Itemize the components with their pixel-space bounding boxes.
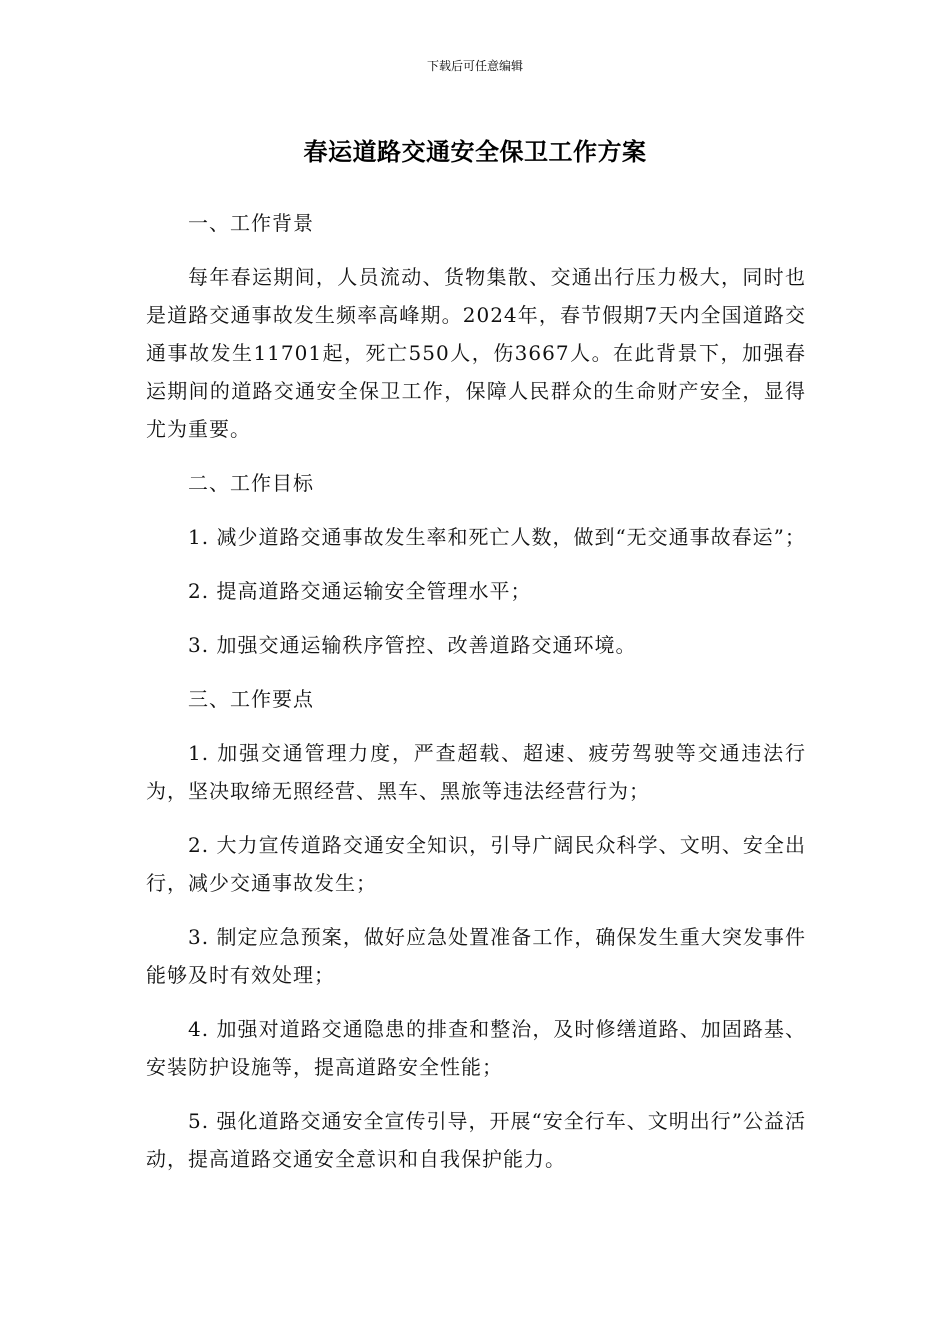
key-point-item: 1. 加强交通管理力度，严查超载、超速、疲劳驾驶等交通违法行为，坚决取缔无照经营、黑车、黑旅等违法经营行为； — [146, 741, 806, 803]
key-point-item: 5. 强化道路交通安全宣传引导，开展“安全行车、文明出行”公益活动，提高道路交通安全意识和自我保护能力。 — [146, 1109, 806, 1171]
section-heading-goals: 二、工作目标 — [188, 471, 314, 495]
paragraph-background: 每年春运期间，人员流动、货物集散、交通出行压力极大，同时也是道路交通事故发生频率高峰期。2024年，春节假期7天内全国道路交通事故发生11701起，死亡550人，伤3667人。在此背景下，加强春运期间的道路交通安全保卫工作，保障人民群众的生命财产安全，显得尤为重要。 — [146, 265, 806, 441]
section-heading-key-points: 三、工作要点 — [188, 687, 314, 711]
key-point-item: 3. 制定应急预案，做好应急处置准备工作，确保发生重大突发事件能够及时有效处理； — [146, 925, 806, 987]
document-body — [146, 204, 806, 1194]
goal-item: 2. 提高道路交通运输安全管理水平； — [188, 579, 532, 603]
document-title: 春运道路交通安全保卫工作方案 — [303, 138, 647, 166]
goal-item: 3. 加强交通运输秩序管控、改善道路交通环境。 — [188, 633, 637, 657]
key-point-item: 4. 加强对道路交通隐患的排查和整治，及时修缮道路、加固路基、安装防护设施等，提高道路安全性能； — [146, 1017, 806, 1079]
section-heading-background: 一、工作背景 — [188, 211, 314, 235]
goal-item: 1. 减少道路交通事故发生率和死亡人数，做到“无交通事故春运”； — [188, 525, 806, 549]
key-point-item: 2. 大力宣传道路交通安全知识，引导广阔民众科学、文明、安全出行，减少交通事故发生； — [146, 833, 806, 895]
header-note: 下载后可任意编辑 — [426, 59, 523, 73]
